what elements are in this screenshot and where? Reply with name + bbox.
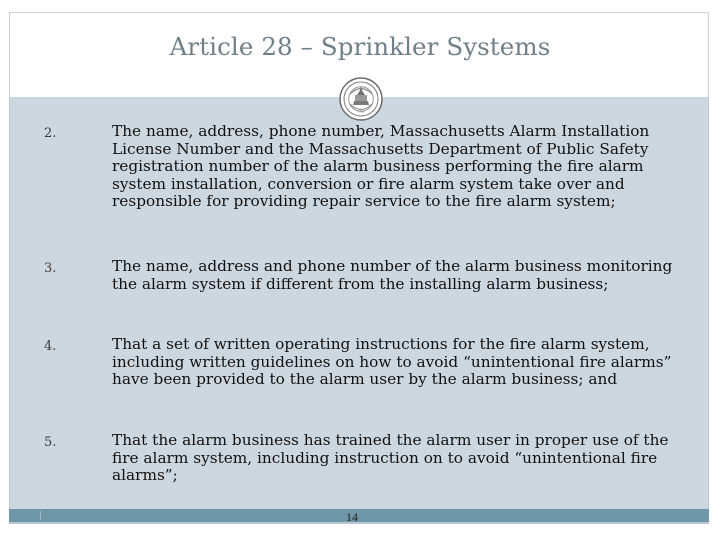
footer-bar [9, 509, 709, 522]
page-number: 14 [346, 510, 358, 524]
footer-bottom-line [9, 522, 709, 524]
municipal-seal-icon [339, 77, 383, 121]
list-item-number: 5. [44, 435, 57, 450]
svg-text:1700: 1700 [357, 109, 365, 114]
list-item-text: That a set of written operating instructions for the fire alarm system, including written guidelines on how to avoid “unintentional fire alarms” have been provided to the alarm user by the alarm business; and [112, 335, 672, 389]
page-title: Article 28 – Sprinkler Systems [169, 32, 551, 61]
list-item-text: That the alarm business has trained the alarm user in proper use of the fire alarm system, including instruction on to avoid “unintentional fire alarms”; [112, 431, 669, 485]
list-item-number: 4. [44, 339, 57, 354]
footer-divider [40, 511, 41, 520]
list-item-number: 3. [44, 261, 57, 276]
list-item-text: The name, address and phone number of the alarm business monitoring the alarm system if different from the installing alarm business; [112, 257, 673, 293]
list-item-text: The name, address, phone number, Massachusetts Alarm Installation License Number and the Massachusetts Department of Public Safety registration number of the alarm business performing the fire alarm system installation, conversion or fire alarm system take over and responsible for providing repair service to the fire alarm system; [112, 122, 650, 211]
content-panel [9, 98, 709, 509]
list-item-number: 2. [44, 126, 57, 141]
